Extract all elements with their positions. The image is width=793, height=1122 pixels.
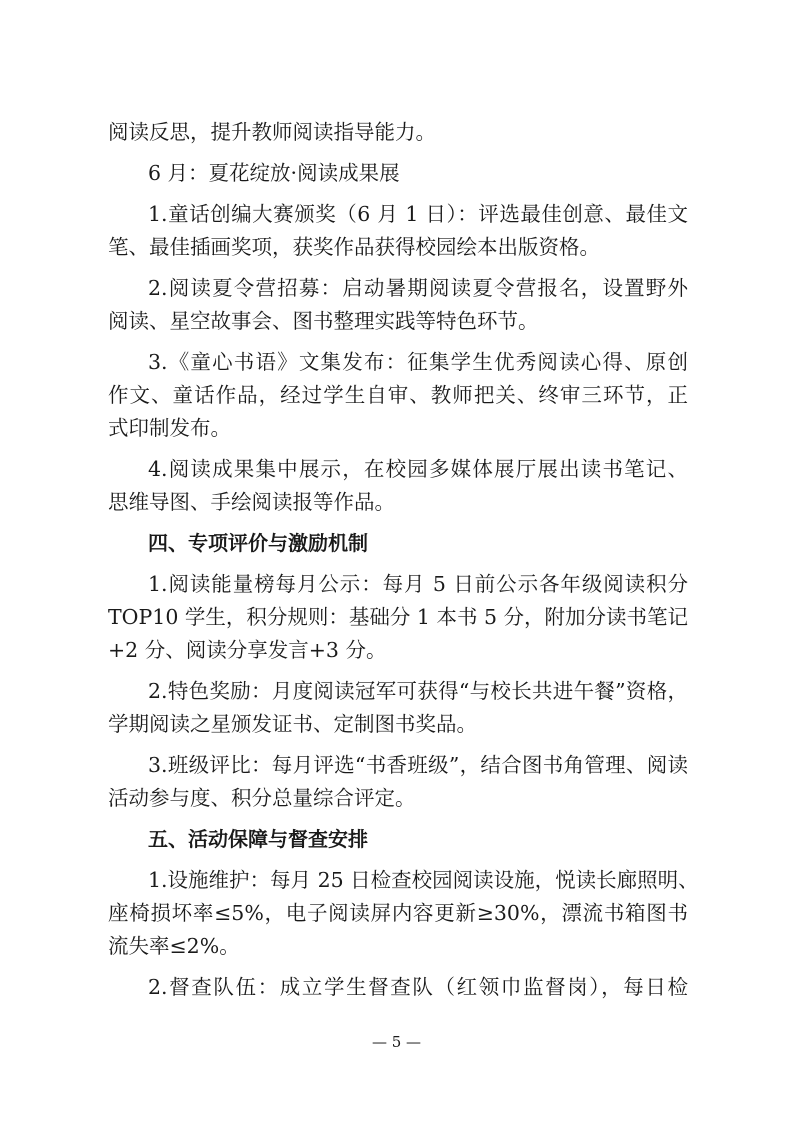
- paragraph-line: 2.阅读夏令营招募：启动暑期阅读夏令营报名，设置野外: [148, 276, 688, 300]
- paragraph-line: 6 月：夏花绽放·阅读成果展: [148, 161, 400, 185]
- paragraph-line: 1.设施维护：每月 25 日检查校园阅读设施，悦读长廊照明、: [148, 868, 699, 892]
- paragraph-line: 阅读、星空故事会、图书整理实践等特色环节。: [108, 309, 539, 333]
- paragraph-line: 4.阅读成果集中展示，在校园多媒体展厅展出读书笔记、: [148, 457, 688, 481]
- paragraph-line: 笔、最佳插画奖项，获奖作品获得校园绘本出版资格。: [108, 235, 600, 259]
- paragraph-line: 活动参与度、积分总量综合评定。: [108, 786, 416, 810]
- section-heading: 五、活动保障与督查安排: [148, 827, 368, 851]
- paragraph-line: 学期阅读之星颁发证书、定制图书奖品。: [108, 712, 477, 736]
- paragraph-line: 2.督查队伍：成立学生督查队（红领巾监督岗），每日检: [148, 975, 688, 999]
- paragraph-line: TOP10 学生，积分规则：基础分 1 本书 5 分，附加分读书笔记: [108, 605, 689, 629]
- paragraph-line: 流失率≤2%。: [108, 934, 240, 958]
- paragraph-line: 式印制发布。: [108, 416, 231, 440]
- paragraph-line: 座椅损坏率≤5%，电子阅读屏内容更新≥30%，漂流书箱图书: [108, 901, 688, 925]
- paragraph-line: 3.班级评比：每月评选“书香班级”，结合图书角管理、阅读: [148, 753, 688, 777]
- paragraph-line: 1.童话创编大赛颁奖（6 月 1 日）：评选最佳创意、最佳文: [148, 202, 688, 226]
- paragraph-line: +2 分、阅读分享发言+3 分。: [108, 638, 387, 662]
- paragraph-line: 3.《童心书语》文集发布：征集学生优秀阅读心得、原创: [148, 350, 688, 374]
- section-heading: 四、专项评价与激励机制: [148, 531, 368, 555]
- page-number: — 5 —: [371, 1033, 422, 1051]
- paragraph-line: 作文、童话作品，经过学生自审、教师把关、终审三环节，正: [108, 383, 688, 407]
- paragraph-line: 2.特色奖励：月度阅读冠军可获得“与校长共进午餐”资格，: [148, 679, 688, 703]
- paragraph-line: 1.阅读能量榜每月公示：每月 5 日前公示各年级阅读积分: [148, 572, 688, 596]
- paragraph-line: 阅读反思，提升教师阅读指导能力。: [108, 120, 436, 144]
- paragraph-line: 思维导图、手绘阅读报等作品。: [108, 490, 395, 514]
